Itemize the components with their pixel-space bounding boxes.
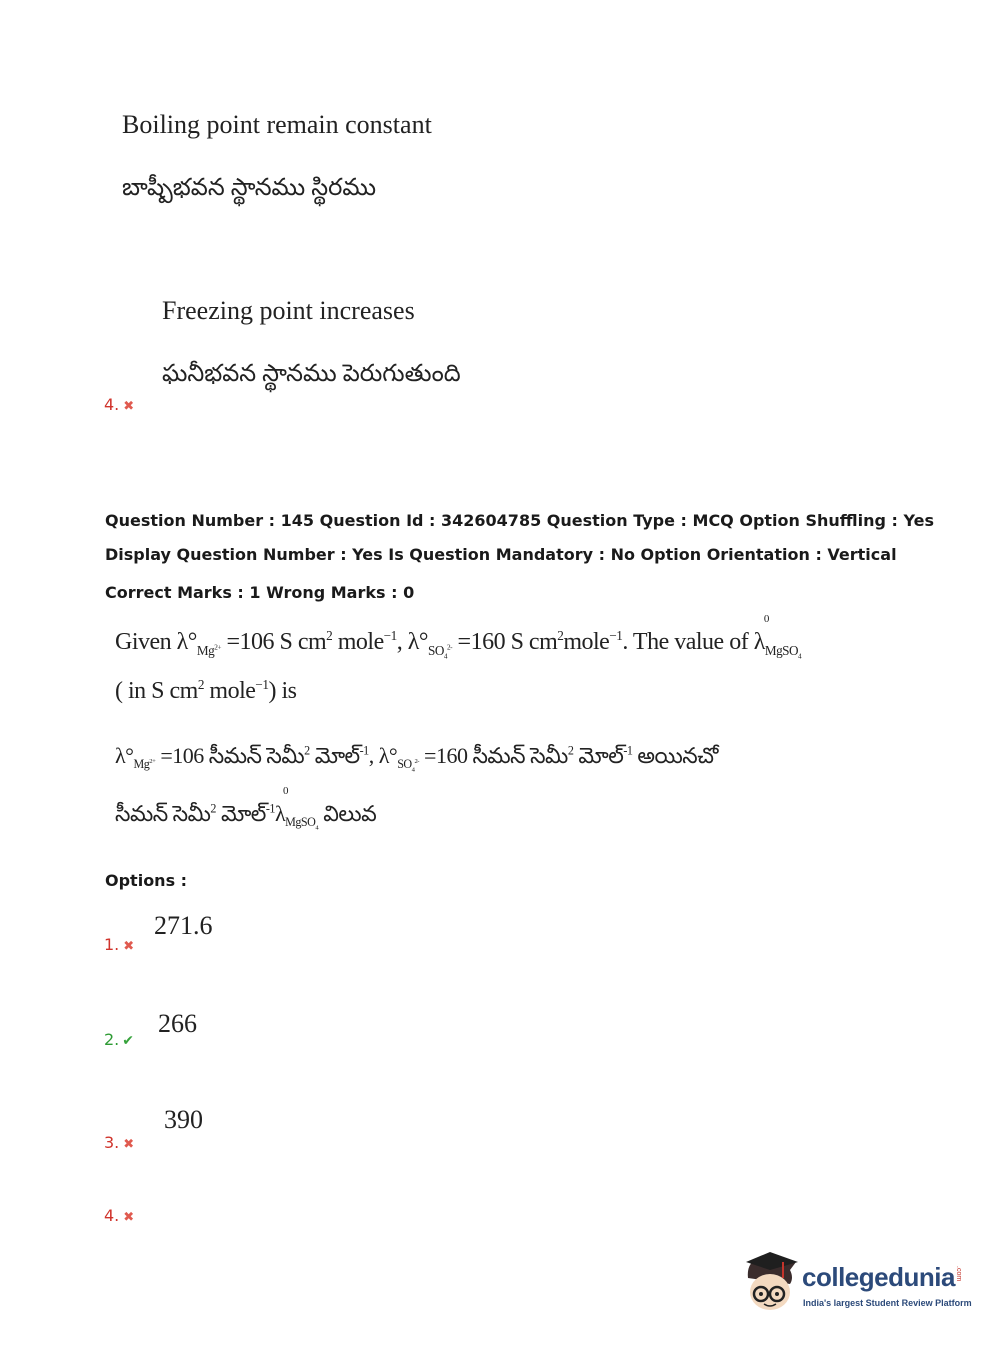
q-te-sq2: 2 — [567, 743, 574, 758]
q-te-f: =160 సీమన్ సెమీ — [419, 743, 568, 768]
collegedunia-logo[interactable] — [740, 1248, 970, 1318]
wrong-icon: ✖ — [123, 1210, 135, 1225]
q-mole1: mole — [332, 629, 384, 655]
q-te-a: λ° — [115, 743, 134, 768]
q-sq3: 2 — [197, 677, 204, 692]
check-icon: ✔ — [122, 1033, 134, 1049]
q-given: Given λ° — [115, 629, 197, 655]
q-so4-sup: 2- — [446, 643, 453, 652]
question-text-en-line2 — [115, 677, 296, 705]
option-1-value: 271.6 — [154, 911, 213, 940]
logo-tagline: India's largest Student Review Platform — [803, 1298, 972, 1308]
prev-option-line2-te: ఘనీభవన స్థానము పెరుగుతుంది — [162, 361, 461, 387]
q-te-so4-four: 4 — [411, 766, 415, 774]
q-mgso4-four: 4 — [798, 652, 802, 661]
option-1-number — [104, 935, 134, 954]
option-4-number-label: 4. — [104, 1206, 120, 1225]
wrong-icon: ✖ — [123, 1137, 135, 1152]
option-2-number — [104, 1030, 134, 1049]
option-3-number-label: 3. — [104, 1133, 120, 1152]
wrong-icon: ✖ — [123, 939, 135, 954]
q-mg-sub: Mg — [196, 642, 215, 658]
q-te-mg: Mg — [133, 757, 150, 772]
question-meta-line1: Question Number : 145 Question Id : 342604785 Question Type : MCQ Option Shuffling : Yes — [105, 511, 935, 530]
q-te-c: మోల్ — [309, 743, 360, 768]
question-text-en-line1 — [115, 613, 802, 661]
q-te-sq1: 2 — [304, 743, 310, 758]
option-4-number — [104, 1206, 134, 1225]
wrong-icon: ✖ — [123, 399, 135, 414]
q-line2-a: ( in S cm — [115, 678, 198, 704]
q-te-d1: -1 — [359, 743, 369, 758]
q-te2-sq: 2 — [210, 801, 216, 816]
option-2-value: 266 — [158, 1009, 197, 1038]
question-meta-line3: Correct Marks : 1 Wrong Marks : 0 — [105, 583, 415, 602]
q-line2-b: mole — [203, 678, 256, 704]
q-so4-four: 4 — [443, 652, 447, 661]
q-mg-sup: 2+ — [214, 643, 221, 652]
q-minus1-b: −1 — [609, 628, 623, 643]
q-te-b: =106 సీమన్ సెమీ — [155, 743, 305, 768]
q-te2-d: -1 — [265, 801, 275, 816]
q-te-h: అయినచో — [632, 743, 718, 768]
q-te-d2: -1 — [623, 743, 633, 758]
prev-option-line1-te: బాష్పీభవన స్థానము స్థిరము — [122, 175, 377, 201]
question-text-te-line1 — [115, 743, 718, 774]
option-3-number — [104, 1133, 134, 1152]
q-zero-b: 0 — [282, 785, 288, 797]
q-te-mg-sup: 2+ — [149, 758, 156, 766]
question-text-te-line2 — [115, 785, 377, 832]
q-minus1-a: −1 — [383, 628, 397, 643]
q-so4: SO — [428, 642, 444, 658]
q-comma: , λ° — [396, 629, 428, 655]
q-minus1-c: −1 — [255, 677, 269, 692]
q-te-e: , λ° — [368, 743, 398, 768]
q-te2-c: λ — [274, 801, 286, 826]
q-val1: =106 S cm — [220, 629, 327, 655]
q-te-so4: SO — [397, 757, 412, 772]
option-1-number-label: 1. — [104, 935, 120, 954]
q-sq1: 2 — [326, 628, 333, 643]
q-te2-d2: విలువ — [318, 801, 377, 826]
q-te-so4-sup: 2- — [414, 758, 420, 766]
prev-option-number — [104, 395, 134, 414]
options-label: Options : — [105, 871, 188, 890]
q-line2-c: ) is — [268, 678, 297, 704]
prev-option-line1-en: Boiling point remain constant — [122, 110, 432, 139]
q-value-of: . The value of λ — [622, 629, 765, 655]
q-val2: =160 S cm — [452, 629, 558, 655]
question-meta-line2: Display Question Number : Yes Is Question Mandatory : No Option Orientation : Vertical — [105, 545, 897, 564]
q-te2-b: మోల్ — [215, 801, 266, 826]
q-mgso4: MgSO — [764, 642, 799, 658]
q-te-g: మోల్ — [573, 743, 624, 768]
option-3-value: 390 — [164, 1105, 203, 1134]
prev-option-line2-en: Freezing point increases — [162, 296, 415, 325]
q-mole2: mole — [563, 629, 610, 655]
logo-suffix: .com — [955, 1266, 962, 1282]
q-te2-a: సీమన్ సెమీ — [115, 801, 211, 826]
option-2-number-label: 2. — [104, 1030, 120, 1049]
q-zero-a: 0 — [763, 613, 769, 625]
q-te2-four: 4 — [315, 824, 319, 832]
q-te2-mgso4: MgSO — [285, 815, 316, 830]
prev-option-number-label: 4. — [104, 395, 120, 414]
mascot-icon — [740, 1248, 800, 1318]
q-sq2: 2 — [557, 628, 564, 643]
logo-name: collegedunia — [802, 1262, 955, 1292]
